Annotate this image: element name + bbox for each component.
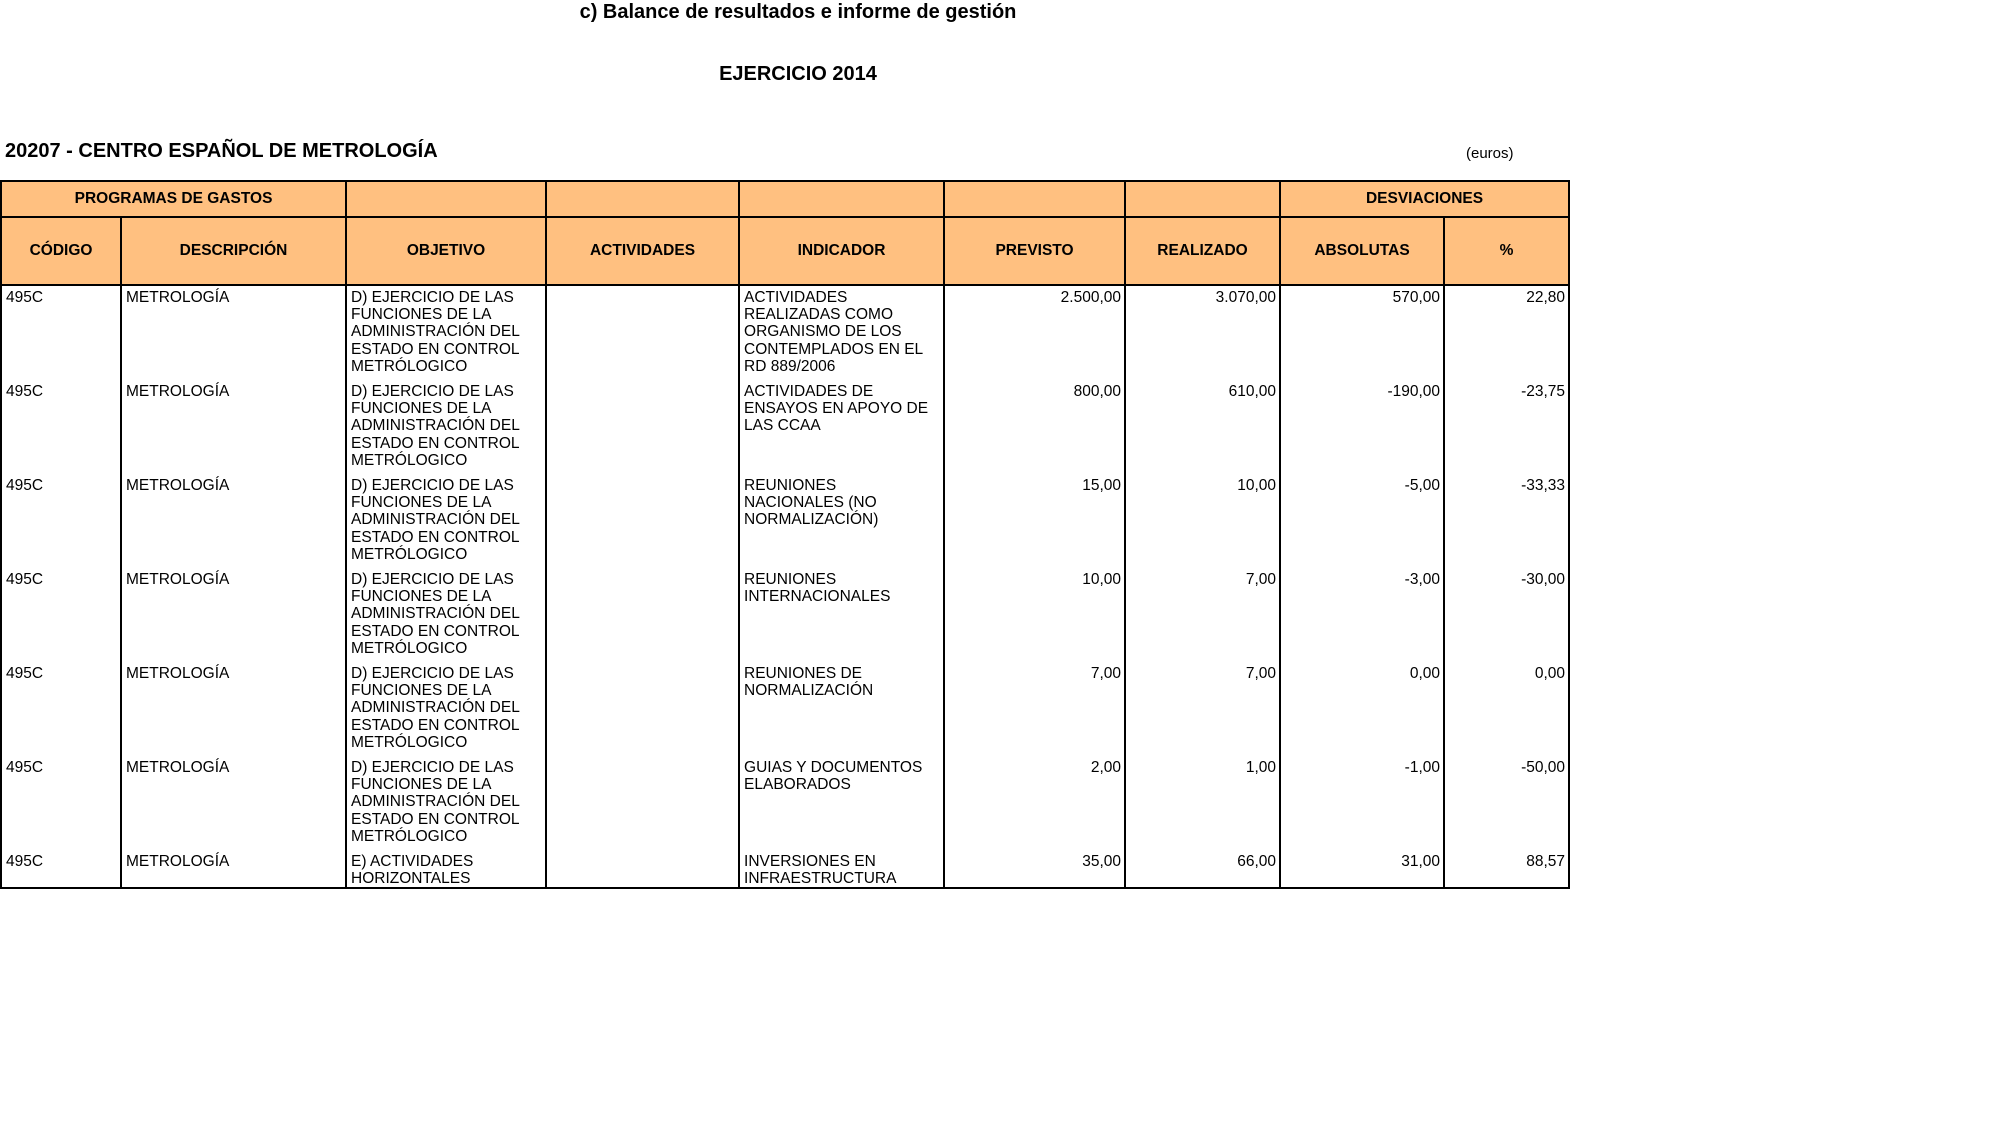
group-header-programas: PROGRAMAS DE GASTOS (1, 181, 346, 217)
cell-descripcion: METROLOGÍA (121, 662, 346, 756)
units-label: (euros) (1466, 145, 1514, 162)
table-row (1, 662, 1569, 756)
cell-actividades (546, 568, 739, 662)
cell-absolutas: -3,00 (1280, 568, 1444, 662)
cell-actividades (546, 756, 739, 850)
column-header-absolutas: ABSOLUTAS (1280, 217, 1444, 285)
column-header-porcentaje: % (1444, 217, 1569, 285)
cell-indicador: REUNIONES INTERNACIONALES (739, 568, 944, 662)
cell-codigo: 495C (1, 380, 121, 474)
column-header-indicador: INDICADOR (739, 217, 944, 285)
cell-realizado: 3.070,00 (1125, 285, 1280, 380)
cell-absolutas: -1,00 (1280, 756, 1444, 850)
cell-objetivo: D) EJERCICIO DE LAS FUNCIONES DE LA ADMINISTRACIÓN DEL ESTADO EN CONTROL METRÓLOGICO (346, 474, 546, 568)
group-header-desviaciones: DESVIACIONES (1280, 181, 1569, 217)
cell-actividades (546, 380, 739, 474)
cell-absolutas: 0,00 (1280, 662, 1444, 756)
cell-descripcion: METROLOGÍA (121, 380, 346, 474)
cell-indicador: REUNIONES DE NORMALIZACIÓN (739, 662, 944, 756)
cell-actividades (546, 474, 739, 568)
column-header-codigo: CÓDIGO (1, 217, 121, 285)
cell-codigo: 495C (1, 662, 121, 756)
cell-indicador: REUNIONES NACIONALES (NO NORMALIZACIÓN) (739, 474, 944, 568)
cell-actividades (546, 850, 739, 888)
results-table (0, 180, 1570, 889)
cell-realizado: 7,00 (1125, 568, 1280, 662)
cell-realizado: 610,00 (1125, 380, 1280, 474)
table-row (1, 850, 1569, 888)
cell-previsto: 10,00 (944, 568, 1125, 662)
table-row (1, 285, 1569, 380)
group-header-empty (944, 181, 1125, 217)
table-row (1, 474, 1569, 568)
cell-porcentaje: 88,57 (1444, 850, 1569, 888)
cell-previsto: 800,00 (944, 380, 1125, 474)
cell-descripcion: METROLOGÍA (121, 850, 346, 888)
cell-indicador: ACTIVIDADES DE ENSAYOS EN APOYO DE LAS CCAA (739, 380, 944, 474)
table-row (1, 380, 1569, 474)
cell-porcentaje: 22,80 (1444, 285, 1569, 380)
cell-indicador: INVERSIONES EN INFRAESTRUCTURA (739, 850, 944, 888)
cell-descripcion: METROLOGÍA (121, 756, 346, 850)
group-header-empty (739, 181, 944, 217)
cell-objetivo: D) EJERCICIO DE LAS FUNCIONES DE LA ADMINISTRACIÓN DEL ESTADO EN CONTROL METRÓLOGICO (346, 568, 546, 662)
cell-objetivo: D) EJERCICIO DE LAS FUNCIONES DE LA ADMINISTRACIÓN DEL ESTADO EN CONTROL METRÓLOGICO (346, 380, 546, 474)
cell-absolutas: -190,00 (1280, 380, 1444, 474)
column-header-actividades: ACTIVIDADES (546, 217, 739, 285)
cell-porcentaje: 0,00 (1444, 662, 1569, 756)
cell-realizado: 7,00 (1125, 662, 1280, 756)
group-header-row (1, 181, 1569, 217)
cell-previsto: 7,00 (944, 662, 1125, 756)
cell-codigo: 495C (1, 285, 121, 380)
cell-previsto: 15,00 (944, 474, 1125, 568)
cell-actividades (546, 285, 739, 380)
group-header-empty (546, 181, 739, 217)
document-title: c) Balance de resultados e informe de gestión (579, 1, 1017, 23)
table-row (1, 568, 1569, 662)
table-row (1, 756, 1569, 850)
cell-realizado: 66,00 (1125, 850, 1280, 888)
cell-previsto: 2,00 (944, 756, 1125, 850)
cell-objetivo: D) EJERCICIO DE LAS FUNCIONES DE LA ADMINISTRACIÓN DEL ESTADO EN CONTROL METRÓLOGICO (346, 756, 546, 850)
cell-descripcion: METROLOGÍA (121, 285, 346, 380)
cell-codigo: 495C (1, 474, 121, 568)
cell-objetivo: E) ACTIVIDADES HORIZONTALES (346, 850, 546, 888)
cell-objetivo: D) EJERCICIO DE LAS FUNCIONES DE LA ADMINISTRACIÓN DEL ESTADO EN CONTROL METRÓLOGICO (346, 285, 546, 380)
cell-porcentaje: -23,75 (1444, 380, 1569, 474)
cell-absolutas: -5,00 (1280, 474, 1444, 568)
cell-porcentaje: -30,00 (1444, 568, 1569, 662)
cell-actividades (546, 662, 739, 756)
column-header-objetivo: OBJETIVO (346, 217, 546, 285)
group-header-empty (1125, 181, 1280, 217)
column-header-realizado: REALIZADO (1125, 217, 1280, 285)
cell-realizado: 10,00 (1125, 474, 1280, 568)
document-subtitle: EJERCICIO 2014 (719, 63, 877, 85)
column-header-descripcion: DESCRIPCIÓN (121, 217, 346, 285)
cell-indicador: GUIAS Y DOCUMENTOS ELABORADOS (739, 756, 944, 850)
cell-descripcion: METROLOGÍA (121, 568, 346, 662)
column-header-previsto: PREVISTO (944, 217, 1125, 285)
cell-codigo: 495C (1, 756, 121, 850)
cell-previsto: 2.500,00 (944, 285, 1125, 380)
cell-absolutas: 31,00 (1280, 850, 1444, 888)
cell-codigo: 495C (1, 568, 121, 662)
entity-title: 20207 - CENTRO ESPAÑOL DE METROLOGÍA (5, 140, 438, 162)
group-header-empty (346, 181, 546, 217)
cell-indicador: ACTIVIDADES REALIZADAS COMO ORGANISMO DE LOS CONTEMPLADOS EN EL RD 889/2006 (739, 285, 944, 380)
cell-objetivo: D) EJERCICIO DE LAS FUNCIONES DE LA ADMINISTRACIÓN DEL ESTADO EN CONTROL METRÓLOGICO (346, 662, 546, 756)
cell-previsto: 35,00 (944, 850, 1125, 888)
cell-porcentaje: -50,00 (1444, 756, 1569, 850)
cell-realizado: 1,00 (1125, 756, 1280, 850)
cell-porcentaje: -33,33 (1444, 474, 1569, 568)
column-header-row (1, 217, 1569, 285)
cell-codigo: 495C (1, 850, 121, 888)
cell-descripcion: METROLOGÍA (121, 474, 346, 568)
cell-absolutas: 570,00 (1280, 285, 1444, 380)
